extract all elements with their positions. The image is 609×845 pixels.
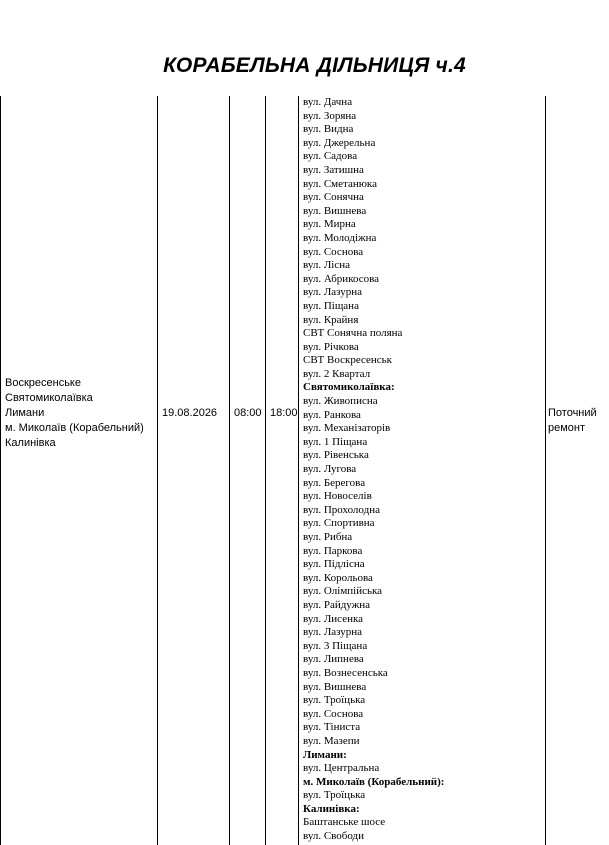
page-title: КОРАБЕЛЬНА ДІЛЬНИЦЯ ч.4 (163, 54, 466, 77)
column-divider (157, 96, 158, 845)
settlement-name: м. Миколаїв (Корабельний) (5, 422, 144, 434)
column-divider (298, 96, 299, 845)
street-item: вул. 2 Квартал (303, 367, 371, 380)
street-group-header: Святомиколаївка: (303, 381, 395, 394)
column-divider (545, 96, 546, 845)
street-item: вул. 1 Піщана (303, 435, 368, 448)
street-item: вул. Троїцька (303, 694, 366, 707)
street-item: Баштанське шосе (303, 816, 386, 829)
street-item: вул. Вознесенська (303, 666, 388, 679)
date-cell: 19.08.2026 (162, 407, 218, 419)
street-item: вул. Лазурна (303, 626, 363, 639)
street-item: вул. Лугова (303, 463, 357, 476)
start-time-cell: 08:00 (234, 407, 262, 419)
settlement-name: Воскресенське (5, 377, 81, 389)
street-item: вул. Тіниста (303, 721, 361, 734)
street-item: вул. Паркова (303, 544, 363, 557)
street-group-header: м. Миколаїв (Корабельний): (303, 775, 445, 788)
street-item: вул. Живописна (303, 395, 378, 408)
street-item: вул. Спортивна (303, 517, 375, 530)
settlement-name: Святомиколаївка (5, 392, 93, 404)
street-item: вул. Райдужна (303, 598, 371, 611)
street-item: вул. Троїцька (303, 789, 366, 802)
street-item: вул. Рибна (303, 531, 353, 543)
street-item: вул. Корольова (303, 571, 373, 584)
street-item: вул. Берегова (303, 476, 366, 489)
street-item: вул. Олімпійська (303, 585, 383, 598)
street-item: СВТ Воскресенськ (303, 354, 393, 367)
street-item: вул. Прохолодна (303, 503, 380, 516)
end-time-cell: 18:00 (270, 407, 298, 419)
street-item: вул. Молодіжна (303, 231, 377, 244)
street-item: вул. Соснова (303, 707, 364, 720)
table-border-left (0, 96, 1, 845)
street-item: вул. Підлісна (303, 558, 365, 571)
street-item: вул. Затишна (303, 163, 364, 176)
street-item: вул. Сметанюка (303, 177, 377, 190)
street-group-header: Калинівка: (303, 802, 360, 815)
settlements-cell (5, 376, 144, 451)
street-item: вул. Механізаторів (303, 422, 391, 435)
street-item: вул. Джерельна (303, 136, 376, 149)
column-divider (265, 96, 266, 845)
settlement-name: Калинівка (5, 437, 56, 449)
street-item: вул. Липнева (303, 653, 364, 666)
street-item: вул. Річкова (303, 340, 359, 353)
street-item: вул. Ранкова (303, 408, 361, 421)
street-item: вул. Вишнева (303, 204, 367, 217)
street-item: вул. 3 Піщана (303, 639, 368, 652)
street-item: вул. Лісна (303, 259, 350, 272)
street-group-header: Лимани: (303, 748, 347, 761)
street-item: вул. Мирна (303, 218, 356, 231)
street-item: вул. Зоряна (303, 109, 357, 122)
street-item: вул. Свободи (303, 830, 365, 843)
column-divider (229, 96, 230, 845)
street-item: вул. Рівенська (303, 449, 369, 462)
streets-cell (303, 96, 545, 844)
street-item: СВТ Сонячна поляна (303, 327, 403, 340)
street-item: вул. Лазурна (303, 286, 363, 299)
street-item: вул. Новоселів (303, 490, 372, 503)
street-item: вул. Сонячна (303, 191, 364, 204)
street-item: вул. Видна (303, 123, 354, 136)
street-item: вул. Садова (303, 150, 358, 163)
reason-line: Поточний (548, 407, 597, 419)
reason-line: ремонт (548, 422, 586, 434)
street-item: вул. Мазепи (303, 734, 360, 747)
street-item: вул. Лисенка (303, 612, 364, 625)
street-item: вул. Вишнева (303, 680, 367, 693)
street-item: вул. Дачна (303, 96, 353, 108)
reason-cell (548, 406, 597, 436)
street-item: вул. Абрикосова (303, 272, 380, 285)
street-item: вул. Соснова (303, 245, 364, 258)
street-item: вул. Крайня (303, 313, 359, 326)
settlement-name: Лимани (5, 407, 45, 419)
street-item: вул. Піщана (303, 299, 359, 312)
street-item: вул. Центральна (303, 762, 380, 775)
